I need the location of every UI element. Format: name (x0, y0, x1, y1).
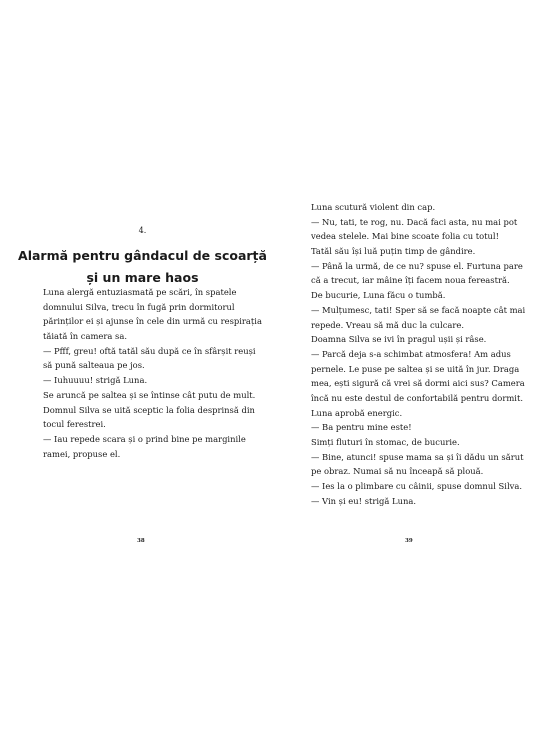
text-line: — Parcă deja s-a schimbat atmosfera! Am adus (311, 348, 511, 359)
text-line: — Vin și eu! strigă Luna. (311, 495, 417, 506)
text-line: — Bine, atunci! spuse mama sa și îi dădu un sărut (311, 451, 524, 462)
left-body-text (43, 285, 262, 461)
text-line: repede. Vreau să mă duc la culcare. (311, 319, 465, 330)
text-line: Luna alergă entuziasmată pe scări, în spatele (43, 287, 237, 297)
text-line: — Pfff, greu! oftă tatăl său după ce în sfârșit reuși (43, 345, 256, 356)
page-number: 39 (405, 538, 413, 544)
text-line: Luna scutură violent din cap. (311, 202, 436, 212)
text-line: tocul ferestrei. (43, 419, 106, 430)
text-line: că a trecut, iar mâine îți facem noua fereastră. (311, 275, 510, 286)
text-line: domnului Silva, trecu în fugă prin dormitorul (43, 301, 235, 312)
text-line: De bucurie, Luna făcu o tumbă. (311, 290, 446, 301)
right-body-text (311, 200, 525, 508)
text-line: încă nu este destul de confortabilă pentru dormit. (311, 392, 523, 403)
page-number: 38 (137, 538, 145, 544)
text-line: vedea stelele. Mai bine scoate folia cu totul! (311, 231, 499, 242)
text-line: Simți fluturi în stomac, de bucurie. (311, 437, 460, 447)
chapter-title (0, 245, 285, 289)
text-line: să pună salteaua pe jos. (43, 360, 145, 371)
chapter-number: 4. (138, 226, 147, 235)
text-line: Luna aprobă energic. (311, 407, 403, 418)
text-line: Doamna Silva se ivi în pragul ușii și râse. (311, 334, 487, 345)
right-page (275, 0, 550, 750)
text-line: — Iuhuuuu! strigă Luna. (43, 375, 148, 386)
text-line: ramei, propuse el. (43, 448, 121, 459)
text-line: tăiată în camera sa. (43, 331, 127, 342)
text-line: Domnul Silva se uită sceptic la folia desprinsă din (43, 404, 255, 415)
text-line: mea, ești sigură că vrei să dormi aici sus? Camera (311, 378, 525, 389)
text-line: — Nu, tati, te rog, nu. Dacă faci asta, nu mai pot (311, 216, 518, 227)
text-line: — Până la urmă, de ce nu? spuse el. Furtuna pare (311, 260, 523, 271)
chapter-title-line: Alarmă pentru gândacul de scoarță (18, 248, 267, 263)
text-line: — Ba pentru mine este! (311, 422, 412, 433)
text-line: pe obraz. Numai să nu înceapă să plouă. (311, 466, 484, 477)
text-line: — Ies la o plimbare cu câinii, spuse domnul Silva. (311, 481, 523, 492)
chapter-title-line: și un mare haos (86, 270, 199, 285)
text-line: Se aruncă pe saltea și se întinse cât putu de mult. (43, 389, 256, 400)
text-line: — Iau repede scara și o prind bine pe marginile (43, 433, 246, 444)
text-line: pernele. Le puse pe saltea și se uită în jur. Draga (311, 363, 520, 374)
text-line: părinților ei și ajunse în cele din urmă cu respirația (43, 316, 262, 327)
text-line: — Mulțumesc, tati! Sper să se facă noapte cât mai (311, 304, 526, 315)
text-line: Tatăl său își luă puțin timp de gândire. (311, 246, 476, 257)
